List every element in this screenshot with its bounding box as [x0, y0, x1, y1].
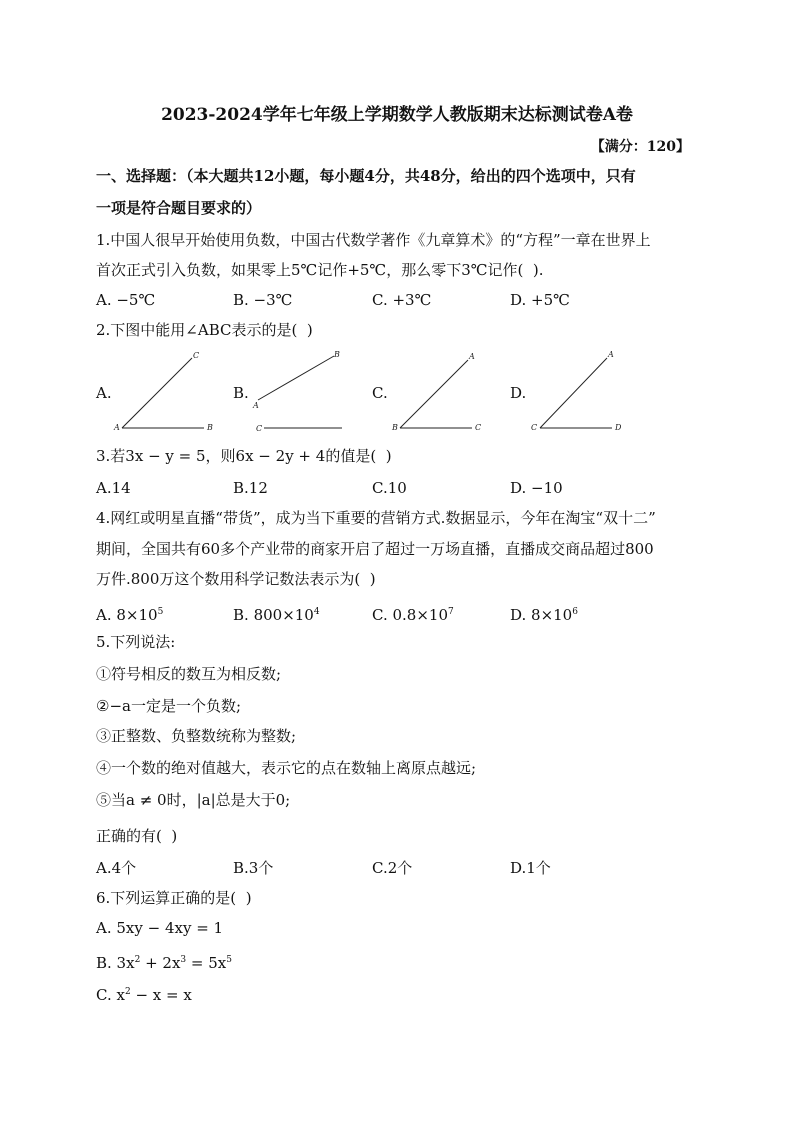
q2-b-ray-to-b	[258, 356, 334, 400]
q6-b-post: = 5x	[186, 954, 227, 972]
q1-option-c: C. +3℃	[372, 291, 432, 309]
q4-option-b	[233, 602, 320, 625]
q3-option-d: D. −10	[510, 479, 563, 497]
q3-option-b: B.12	[233, 479, 268, 497]
q4-c-base: 0.8×10	[392, 606, 448, 624]
q6-b-exp1: 2	[134, 955, 141, 965]
q4-stem-line1: 4.网红或明星直播“带货”，成为当下重要的营销方式.数据显示，今年在淘宝“双十二”	[96, 509, 656, 527]
q4-option-c	[372, 602, 454, 625]
q4-a-exp: 5	[157, 607, 164, 617]
q5-statement-4: ④一个数的绝对值越大，表示它的点在数轴上离原点越远;	[96, 759, 477, 777]
q4-option-a	[96, 602, 163, 625]
q2-d-ray-to-a	[540, 358, 607, 428]
q6-option-a: A. 5xy − 4xy = 1	[96, 919, 224, 937]
q1-option-b: B. −3℃	[233, 291, 293, 309]
q2-a-label-ray2: B	[207, 423, 213, 432]
q1-stem-line2: 首次正式引入负数，如果零上5℃记作+5℃，那么零下3℃记作( ).	[96, 261, 544, 279]
q2-c-label-ray2: C	[475, 423, 482, 432]
q2-b-label-ray1: B	[334, 350, 340, 359]
q4-option-d	[510, 602, 578, 625]
q6-b-pre: B. 3x	[96, 954, 135, 972]
q5-statement-2: ②−a一定是一个负数;	[96, 697, 242, 715]
q2-option-b-label: B.	[233, 384, 249, 402]
q2-stem: 2.下图中能用∠ABC表示的是( )	[96, 321, 313, 339]
q4-a-base: 8×10	[116, 606, 158, 624]
q6-c-post: − x = x	[130, 986, 192, 1004]
q6-b-mid: + 2x	[140, 954, 181, 972]
q4-c-letter: C.	[372, 606, 393, 624]
q2-c-ray-to-a	[400, 360, 468, 428]
q4-b-exp: 4	[313, 607, 320, 617]
q5-option-d: D.1个	[510, 859, 551, 877]
q6-b-exp2: 3	[180, 955, 187, 965]
q6-option-c	[96, 982, 192, 1005]
q2-figure-a	[112, 348, 222, 438]
q4-stem-line2: 期间，全国共有60多个产业带的商家开启了超过一万场直播，直播成交商品超过800	[96, 540, 654, 558]
q2-option-c-label: C.	[372, 384, 388, 402]
q2-d-label-vertex: C	[531, 423, 538, 432]
q2-a-label-vertex: A	[114, 423, 120, 432]
q5-option-b: B.3个	[233, 859, 274, 877]
q2-option-d-label: D.	[510, 384, 527, 402]
q2-d-label-ray1: A	[608, 350, 614, 359]
q3-option-c: C.10	[372, 479, 407, 497]
q2-b-label-vertex: C	[256, 424, 263, 433]
q2-b-label-ray2: A	[253, 401, 259, 410]
q4-b-base: 800×10	[253, 606, 314, 624]
exam-title: 2023-2024学年七年级上学期数学人教版期末达标测试卷A卷	[161, 105, 633, 125]
q2-figure-b	[250, 348, 360, 438]
q4-c-exp: 7	[448, 607, 454, 617]
q6-c-exp1: 2	[124, 987, 131, 997]
q4-b-letter: B.	[233, 606, 254, 624]
section-heading-line1: 一、选择题：（本大题共12小题，每小题4分，共48分，给出的四个选项中，只有	[96, 167, 636, 185]
q2-a-ray-to-c	[122, 358, 192, 428]
q4-d-letter: D.	[510, 606, 532, 624]
q2-d-label-ray2: D	[615, 423, 622, 432]
q5-question: 正确的有( )	[96, 827, 178, 845]
q2-figure-d	[530, 348, 640, 438]
q5-statement-1: ①符号相反的数互为相反数;	[96, 665, 282, 683]
q6-c-pre: C. x	[96, 986, 125, 1004]
q1-stem-line1: 1.中国人很早开始使用负数，中国古代数学著作《九章算术》的“方程”一章在世界上	[96, 231, 651, 249]
q4-stem-line3: 万件.800万这个数用科学记数法表示为( )	[96, 570, 376, 588]
q3-option-a: A.14	[96, 479, 131, 497]
q5-statement-3: ③正整数、负整数统称为整数;	[96, 727, 297, 745]
q6-stem: 6.下列运算正确的是( )	[96, 889, 252, 907]
q4-d-exp: 6	[572, 607, 578, 617]
q2-c-label-ray1: A	[469, 352, 475, 361]
full-score: 【满分：120】	[590, 139, 690, 155]
q5-option-a: A.4个	[96, 859, 137, 877]
q1-option-a: A. −5℃	[96, 291, 156, 309]
q6-option-b	[96, 950, 232, 973]
section-heading-line2: 一项是符合题目要求的）	[96, 199, 262, 217]
q4-d-base: 8×10	[531, 606, 573, 624]
q5-stem: 5.下列说法:	[96, 633, 176, 651]
q5-option-c: C.2个	[372, 859, 413, 877]
q4-a-letter: A.	[96, 606, 117, 624]
q5-statement-5: ⑤当a ≠ 0时，|a|总是大于0;	[96, 791, 291, 809]
q2-a-label-ray1: C	[193, 351, 200, 360]
q6-b-exp3: 5	[226, 955, 232, 965]
q3-stem: 3.若3x − y = 5，则6x − 2y + 4的值是( )	[96, 447, 392, 465]
q1-option-d: D. +5℃	[510, 291, 570, 309]
q2-c-label-vertex: B	[392, 423, 398, 432]
q2-option-a-label: A.	[96, 384, 112, 402]
q2-figure-c	[390, 348, 500, 438]
